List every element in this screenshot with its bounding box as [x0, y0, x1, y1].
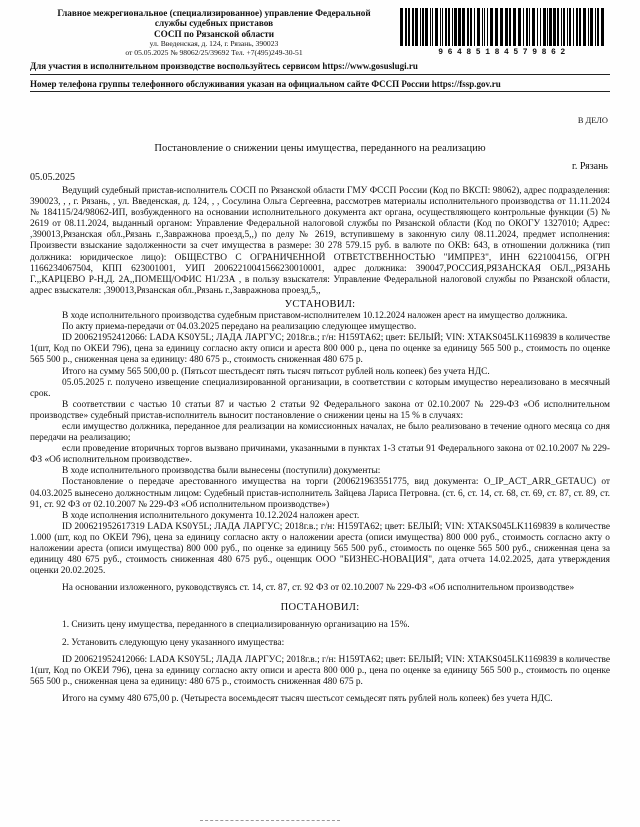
- barcode-bar: [549, 8, 552, 46]
- established-paragraph: Постановление о передаче арестованного имущества на торги (200621963551775, вид документа: O_IP_ACT_ARR_GETAUC) от 04.03.2025 вынесено должностным лицом: Судебный пристав-исполнитель Зайцева Лариса Петровна. (ст. 6, ст. 14, ст. 68, ст. 69, ст. 87, ст. 89, ст. 91, ст. 92 ФЗ от 02.10.2007 № 229-ФЗ «Об исполнительном производстве»): [30, 477, 610, 510]
- barcode-bar: [505, 8, 508, 46]
- barcode-bar: [435, 8, 438, 46]
- issuer-ref-line: от 05.05.2025 № 98062/25/39692 Тел. +7(495)249-30-51: [125, 48, 303, 58]
- barcode: [398, 8, 610, 55]
- document-body: [30, 186, 610, 705]
- issuer-org-line1: Главное межрегиональное (специализированное) управление Федеральной: [57, 8, 371, 18]
- resolved-paragraph: 1. Снизить цену имущества, переданного в специализированную организацию на 15%.: [62, 620, 410, 631]
- barcode-bar: [518, 8, 521, 46]
- barcode-bar: [590, 8, 593, 46]
- barcode-bar: [597, 8, 599, 46]
- established-paragraph: В ходе исполнения исполнительного документа 10.12.2024 наложен арест.: [62, 510, 360, 521]
- resolved-paragraph: Итого на сумму 480 675,00 р. (Четыреста восемьдесят тысяч шестьсот семьдесят пять рублей ноль копеек) без учета НДС.: [62, 693, 553, 704]
- issuer-org-line2: службы судебных приставов: [154, 18, 274, 29]
- barcode-bar: [448, 8, 450, 46]
- barcode-bar: [405, 8, 407, 46]
- intro-paragraph: Ведущий судебный пристав-исполнитель СОСП по Рязанской области ГМУ ФССП России (Код по ВКСП: 98062), адрес подразделения: 390023, , , г. Рязань, , ул. Введенская, д. 124, , , Сосулина Ольга Сергеевна, рассмотрев материалы исполнительного производства от 11.11.2024 № 184115/24/98062-ИП, возбужденного на основании исполнительного документа акт органа, осуществляющего контрольные функции (5) № 2619 от 08.11.2024, выданный органом: Управление Федеральной налоговой службы по Рязанской области (Код по ОКОГУ 1327010; Адрес: ,390013,Рязанская обл.,Рязань г.,Завражнова проезд,5,,) по делу № 2619, вступившему в законную силу 08.11.2024, предмет исполнения: Произвести взыскание задолженности за счет имущества в размере: 30 278 579.15 руб. в валюте по ОКВ: 643, в отношении должника (тип должника: юридическое лицо): ОБЩЕСТВО С ОГРАНИЧЕННОЙ ОТВЕТСТВЕННОСТЬЮ "ИМПРЕЗ", ИНН 6221004156, ОГРН 1166234067504, КПП 623001001, УИП 20062210041566230010001, адрес должника: 390047,РОССИЯ,РЯЗАНСКАЯ ОБЛ.,,РЯЗАНЬ Г.,,КАРЦЕВО Р-Н,Д. 2А,,ПОМЕЩ/ОФИС Н1/23А , в пользу взыскателя: Управление Федеральной налоговой службы по Рязанской области, адрес взыскателя: ,390013,Рязанская обл.,Рязань г.,Завражнова проезд,5,,: [30, 186, 610, 296]
- barcode-bar: [567, 8, 568, 46]
- barcode-bar: [495, 8, 498, 46]
- established-heading: УСТАНОВИЛ:: [284, 298, 356, 310]
- barcode-bar: [454, 8, 457, 46]
- established-paragraph: В ходе исполнительного производства были вынесены (поступили) документы:: [62, 466, 381, 477]
- barcode-bar: [400, 8, 403, 46]
- barcode-bar: [601, 8, 604, 46]
- established-paragraph: В ходе исполнительного производства судебным приставом-исполнителем 10.12.2024 наложен арест на имущество должника.: [62, 311, 568, 322]
- barcode-bar: [526, 8, 528, 46]
- header-divider-2: [30, 91, 610, 92]
- document-date: 05.05.2025: [30, 172, 75, 183]
- barcode-bar: [440, 8, 441, 46]
- barcode-bar: [529, 8, 530, 46]
- barcode-bar: [458, 8, 461, 46]
- barcode-bar: [487, 8, 488, 46]
- barcode-bar: [532, 8, 535, 46]
- barcode-bar: [573, 8, 574, 46]
- barcode-bar: [547, 8, 548, 46]
- issuer-header: [30, 8, 398, 57]
- barcode-bar: [477, 8, 480, 46]
- barcode-bar: [452, 8, 453, 46]
- barcode-bar: [462, 8, 465, 46]
- barcode-bar: [408, 8, 410, 46]
- established-paragraph: если проведение вторичных торгов вызвано причинами, указанными в пунктах 1-3 статьи 91 Федерального закона от 02.10.2007 № 229-ФЗ «Об исполнительном производстве».: [30, 444, 610, 466]
- barcode-bar: [420, 8, 421, 46]
- to-file-mark: В ДЕЛО: [577, 116, 608, 125]
- established-paragraph: если имущество должника, переданное для реализации на комиссионных началах, не было реализовано в течение одного месяца со дня передачи на реализацию;: [30, 421, 610, 444]
- barcode-bar: [523, 8, 524, 46]
- barcode-bar: [543, 8, 546, 46]
- barcode-bar: [588, 8, 589, 46]
- barcode-bar: [537, 8, 538, 46]
- helpline-notice: Номер телефона группы телефонного обслуживания указан на официальном сайте ФССП России https://fssp.gov.ru: [30, 79, 501, 89]
- barcode-bar: [490, 8, 493, 46]
- resolved-paragraph: ID 200621952412066: LADA KS0Y5L; ЛАДА ЛАРГУС; 2018г.в.; г/н: Н159ТА62; цвет: БЕЛЫЙ; VIN: XTAKS045LK1169839 в количестве 1(шт, Код по ОКЕИ 796), цена за единицу согласно акту описи и ареста 800 000 р., цена по оценке за единицу 565 500 р., стоимость по оценке 565 500 р., сниженная цена за единицу: 480 675 р., стоимость сниженная 480 675 р.: [30, 654, 610, 687]
- established-paragraph: 05.05.2025 г. получено извещение специализированной организации, в соответствии с которым имущество нереализовано в месячный срок.: [30, 377, 610, 399]
- barcode-bar: [482, 8, 483, 46]
- barcode-bar: [500, 8, 503, 46]
- barcode-bar: [430, 8, 431, 46]
- barcode-digits: 96485184579862: [438, 48, 570, 57]
- barcode-bar: [583, 8, 586, 46]
- document-city: г. Рязань: [571, 161, 608, 172]
- barcode-bar: [474, 8, 475, 46]
- barcode-bar: [412, 8, 414, 46]
- barcode-bar: [509, 8, 511, 46]
- barcode-bar: [513, 8, 516, 46]
- established-paragraph: На основании изложенного, руководствуясь ст. 14, ст. 87, ст. 92 ФЗ от 02.10.2007 № 229-ФЗ «Об исполнительном производстве»: [62, 583, 575, 594]
- barcode-bar: [442, 8, 443, 46]
- document-title: Постановление о снижении цены имущества, переданного на реализацию: [154, 143, 486, 154]
- gosuslugi-notice: Для участия в исполнительном производстве воспользуйтесь сервисом https://www.gosuslugi.ru: [30, 61, 418, 71]
- established-paragraph: Итого на сумму 565 500,00 р. (Пятьсот шестьдесят пять тысяч пятьсот рублей ноль копеек) без учета НДС.: [62, 366, 490, 377]
- barcode-bar: [595, 8, 596, 46]
- resolved-heading: ПОСТАНОВИЛ:: [280, 602, 360, 614]
- established-paragraph: ID 200621952617319 LADA KS0Y5L; ЛАДА ЛАРГУС; 2018г.в.; г/н: Н159ТА62; цвет: БЕЛЫЙ; VIN: XTAKS045LK1169839 в количестве 1.000 (шт, код по ОКЕИ 796), цена за единицу согласно акту о наложении ареста (описи имущества) 800 000 руб., стоимость согласно акту о наложении ареста (описи имущества) 800 000 руб., по оценке за единицу 565 500 руб., стоимость по оценке 565 500 руб., сниженная цена за единицу 480 675 руб., стоимость сниженная 480 675 руб., оценщик ООО "БИЗНЕС-НОВАЦИЯ", дата отчета 14.02.2025, дата утверждения оценки 20.02.2025.: [30, 521, 610, 577]
- page-bottom-cut: [200, 820, 340, 821]
- barcode-bar: [563, 8, 565, 46]
- barcode-bars: [398, 8, 610, 48]
- barcode-bar: [553, 8, 556, 46]
- barcode-bar: [561, 8, 562, 46]
- issuer-org-line3: СОСП по Рязанской области: [153, 28, 275, 39]
- established-paragraph: ID 200621952412066: LADA KS0Y5L; ЛАДА ЛАРГУС; 2018г.в.; г/н: Н159ТА62; цвет: БЕЛЫЙ; VIN: XTAKS045LK1169839 в количестве 1(шт, Код по ОКЕИ 796), цена за единицу согласно акту описи и ареста 800 000 р., цена по оценке за единицу 565 500 р., стоимость по оценке 565 500 р., сниженная цена за единицу: 480 675 р., стоимость сниженная 480 675 р.: [30, 333, 610, 366]
- barcode-bar: [579, 8, 581, 46]
- barcode-bar: [432, 8, 433, 46]
- barcode-bar: [557, 8, 559, 46]
- barcode-bar: [540, 8, 541, 46]
- barcode-bar: [422, 8, 424, 46]
- barcode-bar: [445, 8, 447, 46]
- barcode-bar: [576, 8, 578, 46]
- established-paragraph: По акту приема-передачи от 04.03.2025 передано на реализацию следующее имущество.: [62, 322, 417, 333]
- barcode-bar: [484, 8, 485, 46]
- barcode-bar: [470, 8, 472, 46]
- established-paragraph: В соответствии с частью 10 статьи 87 и частью 2 статьи 92 Федерального закона от 02.10.2007 № 229-ФЗ «Об исполнительном производстве» судебный пристав-исполнитель выносит постановление о снижении цены на 15 % в случаях:: [30, 399, 610, 421]
- resolved-paragraph: 2. Установить следующую цену указанного имущества:: [62, 637, 285, 648]
- issuer-address: ул. Введенская, д. 124, г. Рязань, 390023: [149, 39, 279, 49]
- header-divider-1: [30, 74, 610, 75]
- barcode-bar: [569, 8, 571, 46]
- barcode-bar: [415, 8, 418, 46]
- barcode-bar: [467, 8, 469, 46]
- barcode-bar: [425, 8, 428, 46]
- paragraph-gap: [30, 594, 610, 600]
